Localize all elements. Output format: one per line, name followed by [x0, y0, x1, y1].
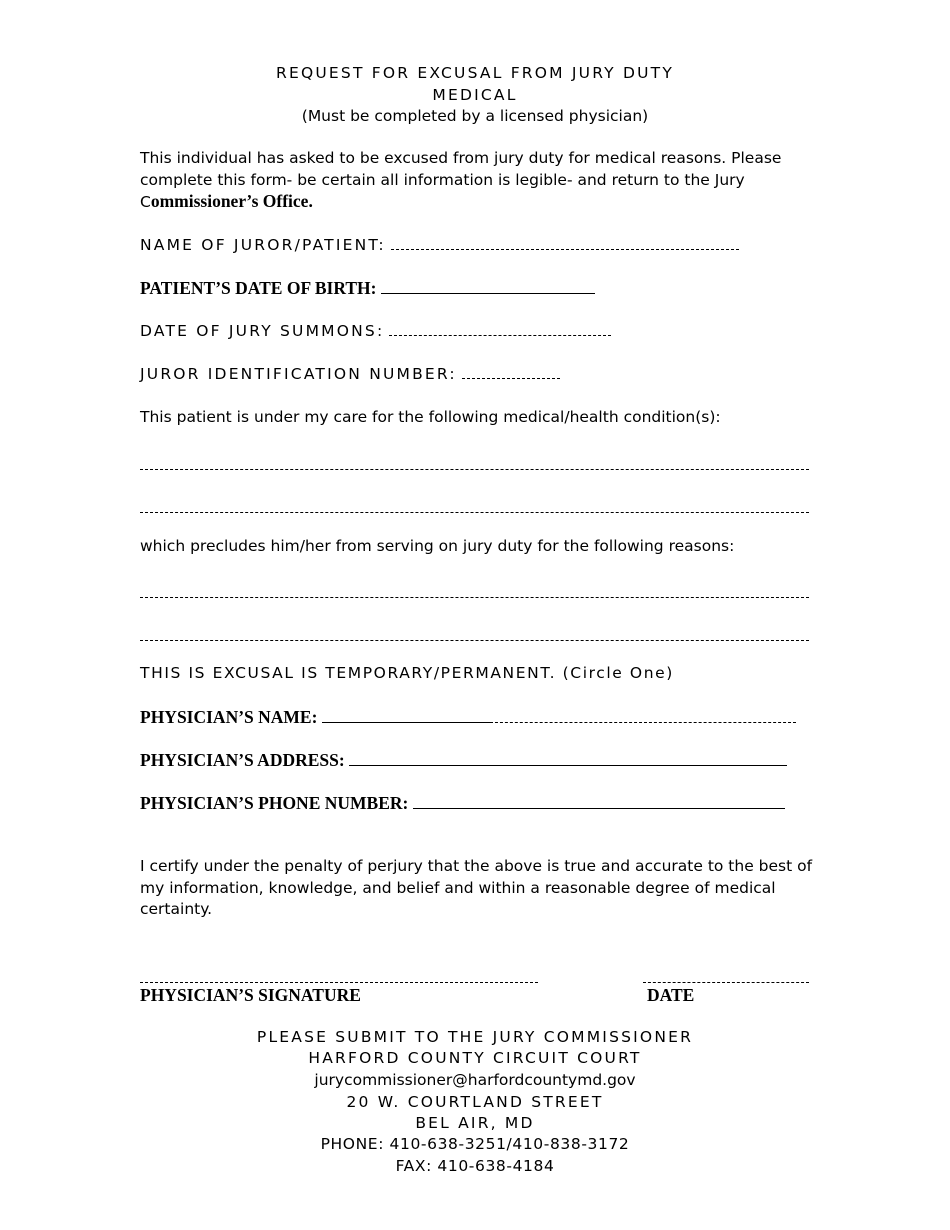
- footer-city: BEL AIR, MD: [415, 1114, 535, 1132]
- excusal-type: THIS IS EXCUSAL IS TEMPORARY/PERMANENT. (Circle One): [140, 664, 674, 682]
- summons-date-blank[interactable]: [389, 321, 611, 336]
- condition-line-2[interactable]: [140, 512, 809, 513]
- date-label: DATE: [647, 985, 695, 1005]
- form-subtitle: MEDICAL: [432, 86, 518, 104]
- juror-id-field: [140, 363, 560, 385]
- summons-date-label: DATE OF JURY SUMMONS:: [140, 322, 385, 340]
- physician-name-blank[interactable]: [322, 708, 490, 723]
- form-note: (Must be completed by a licensed physician): [301, 107, 649, 125]
- footer-street: 20 W. COURTLAND STREET: [346, 1093, 604, 1111]
- physician-address-blank[interactable]: [349, 751, 787, 766]
- dob-label: PATIENT’S DATE OF BIRTH:: [140, 278, 377, 298]
- physician-name-field: [140, 706, 796, 728]
- intro-text: This individual has asked to be excused from jury duty for medical reasons. Please complete this form- be certain all information is legible- and return to the Jury C: [140, 149, 782, 211]
- signature-line[interactable]: [140, 982, 538, 983]
- dob-field: [140, 277, 595, 299]
- condition-prompt: This patient is under my care for the following medical/health condition(s):: [140, 408, 721, 426]
- physician-phone-blank[interactable]: [413, 794, 785, 809]
- certification-text: I certify under the penalty of perjury that the above is true and accurate to the best of my information, knowledge, and belief and within a reasonable degree of medical certainty.: [140, 857, 813, 918]
- signature-label: PHYSICIAN’S SIGNATURE: [140, 985, 361, 1005]
- footer-fax: FAX: 410-638-4184: [395, 1157, 555, 1175]
- physician-phone-field: [140, 792, 785, 814]
- reasons-line-1[interactable]: [140, 597, 809, 598]
- summons-date-field: [140, 320, 611, 342]
- form-title: REQUEST FOR EXCUSAL FROM JURY DUTY: [276, 64, 674, 82]
- footer-court: HARFORD COUNTY CIRCUIT COURT: [308, 1049, 642, 1067]
- juror-id-label: JUROR IDENTIFICATION NUMBER:: [140, 365, 457, 383]
- dob-blank[interactable]: [381, 279, 595, 294]
- physician-address-field: [140, 749, 787, 771]
- physician-address-label: PHYSICIAN’S ADDRESS:: [140, 750, 345, 770]
- intro-paragraph: [140, 148, 830, 214]
- footer-email: jurycommissioner@harfordcountymd.gov: [314, 1071, 636, 1089]
- physician-phone-label: PHYSICIAN’S PHONE NUMBER:: [140, 793, 409, 813]
- footer-phone: PHONE: 410-638-3251/410-838-3172: [320, 1135, 630, 1153]
- juror-name-label: NAME OF JUROR/PATIENT:: [140, 236, 386, 254]
- date-line[interactable]: [643, 982, 809, 983]
- juror-id-blank[interactable]: [462, 364, 560, 379]
- juror-name-blank[interactable]: [391, 235, 739, 250]
- intro-office: ommissioner’s Office.: [150, 191, 313, 211]
- footer-submit: PLEASE SUBMIT TO THE JURY COMMISSIONER: [256, 1028, 694, 1046]
- reasons-line-2[interactable]: [140, 640, 809, 641]
- physician-name-label: PHYSICIAN’S NAME:: [140, 707, 318, 727]
- condition-line-1[interactable]: [140, 469, 809, 470]
- reasons-prompt: which precludes him/her from serving on jury duty for the following reasons:: [140, 537, 735, 555]
- juror-name-field: [140, 234, 739, 256]
- physician-name-blank-2[interactable]: [490, 708, 796, 723]
